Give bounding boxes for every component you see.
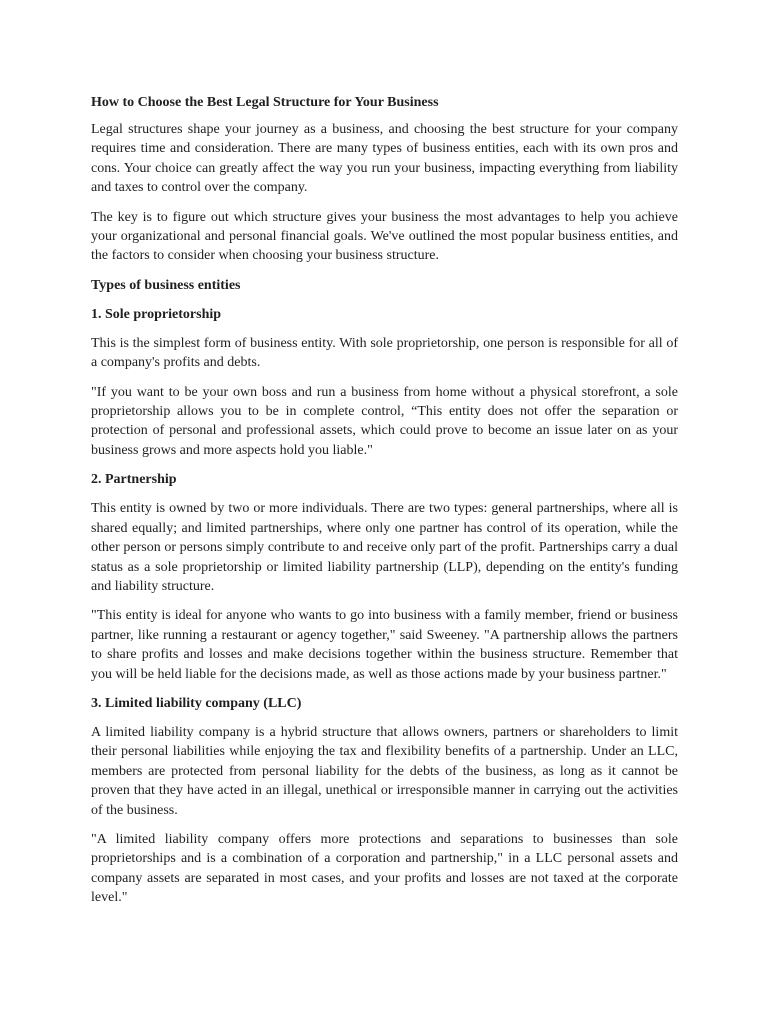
document-title: How to Choose the Best Legal Structure for Your Business (91, 95, 439, 110)
partnership-paragraph-2: "This entity is ideal for anyone who wants to go into business with a family member, friend or business partner, like running a restaurant or agency together," said Sweeney. "A partnership allows the partners to share profits and losses and make decisions together within the business structure. Remember that you will be held liable for the decisions made, as well as those actions made by your business partner." (91, 608, 678, 682)
sole-proprietorship-paragraph-2: "If you want to be your own boss and run a business from home without a physical storefront, a sole proprietorship allows you to be in complete control, “This entity does not offer the separation or protection of personal and professional assets, which could prove to become an issue later on as your business grows and more aspects hold you liable." (91, 384, 678, 458)
sole-proprietorship-paragraph-1: This is the simplest form of business entity. With sole proprietorship, one person is responsible for all of a company's profits and debts. (91, 335, 678, 371)
llc-paragraph-2: "A limited liability company offers more protections and separations to businesses than sole proprietorships and is a combination of a corporation and partnership," in a LLC personal assets and company assets are separated in most cases, and your profits and losses are not taxed at the corporate level." (91, 831, 678, 906)
intro-paragraph-2: The key is to figure out which structure gives your business the most advantages to help you achieve your organizational and personal financial goals. We've outlined the most popular business entities, and the factors to consider when choosing your business structure. (91, 209, 678, 264)
entity-heading-partnership: 2. Partnership (91, 472, 177, 488)
llc-paragraph-1: A limited liability company is a hybrid structure that allows owners, partners or shareholders to limit their personal liabilities while enjoying the tax and flexibility benefits of a partnership. Under an LLC, members are protected from personal liability for the debts of the business, as long as it cannot be proven that they have acted in an illegal, unethical or irresponsible manner in carrying out the activities of the business. (91, 724, 678, 818)
partnership-paragraph-1: This entity is owned by two or more individuals. There are two types: general partnerships, where all is shared equally; and limited partnerships, where only one partner has control of its operation, while the other person or persons simply contribute to and receive only part of the profit. Partnerships carry a dual status as a sole proprietorship or limited liability partnership (LLP), depending on the entity's funding and liability structure. (91, 501, 678, 594)
section-heading: Types of business entities (91, 277, 241, 293)
entity-heading-llc: 3. Limited liability company (LLC) (91, 695, 302, 711)
intro-paragraph-1: Legal structures shape your journey as a business, and choosing the best structure for your company requires time and consideration. There are many types of business entities, each with its own pros and cons. Your choice can greatly affect the way you run your business, impacting everything from liability and taxes to control over the company. (91, 122, 678, 196)
entity-heading-sole-proprietorship: 1. Sole proprietorship (91, 306, 222, 322)
